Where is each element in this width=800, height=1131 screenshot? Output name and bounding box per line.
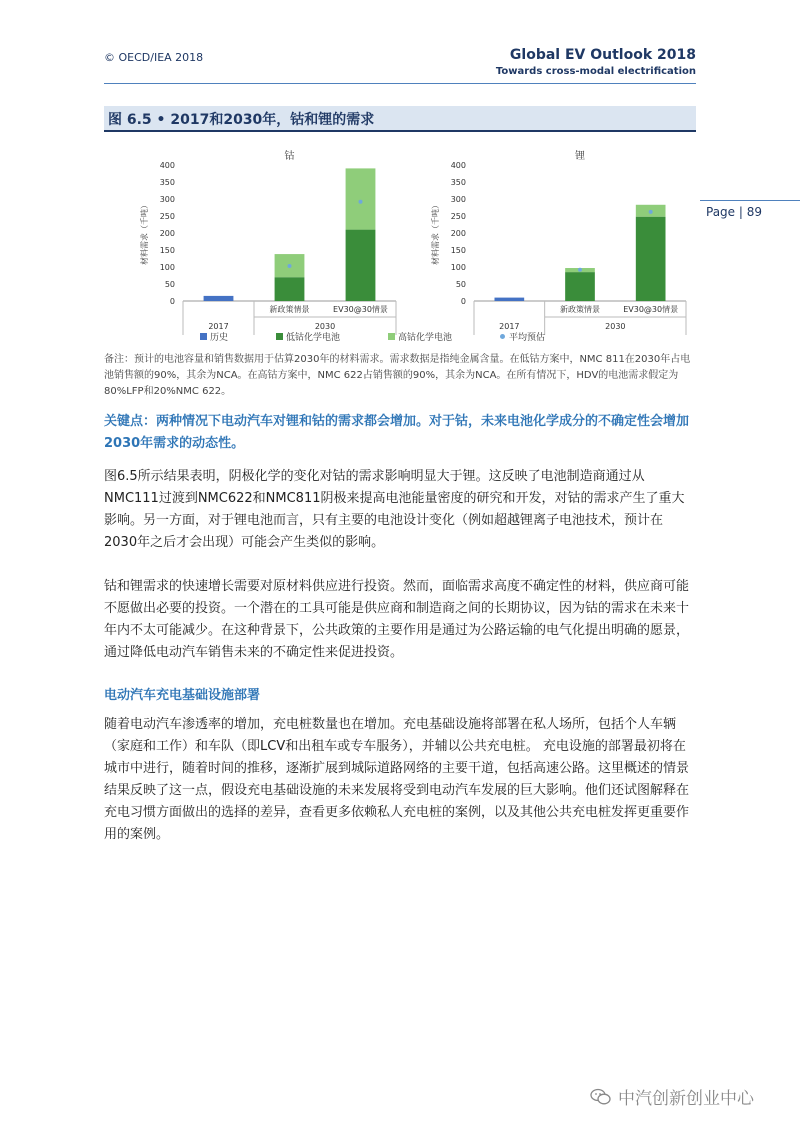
figure-note: 备注：预计的电池容量和销售数据用于估算2030年的材料需求。需求数据是指纯金属含量。在低钴方案中，NMC 811在2030年占电池销售额的90%，其余为NCA。在高钴方案中，NMC 622占销售额的90%，其余为NCA。在所有情况下，HDV的电池需求假定为80%LFP和20%NMC 622。 xyxy=(104,354,691,397)
section-paragraph: 随着电动汽车渗透率的增加，充电桩数量也在增加。充电基础设施将部署在私人场所，包括个人车辆（家庭和工作）和车队（即LCV和出租车或专车服务），并辅以公共充电桩。 充电设施的部署最初将在城市中进行，随着时间的推移，逐渐扩展到城际道路网络的主要干道，包括高速公路。这里概述的情景结果反映了这一点，假设充电基础设施的未来发展将受到电动汽车发展的巨大影响。他们还试图解释在充电习惯方面做出的选择的差异，查看更多依赖私人充电桩的案例，以及其他公共充电桩发挥更重要作用的案例。 xyxy=(104,717,690,842)
chart-1-bar-history xyxy=(204,296,234,301)
figure-charts xyxy=(0,140,800,340)
chart-2-y-tick-label: 250 xyxy=(450,212,466,221)
report-subtitle: Towards cross-modal electrification xyxy=(495,66,696,77)
chart-1-y-tick-label: 50 xyxy=(164,280,175,289)
legend-marker-average xyxy=(500,334,505,339)
legend-label-low-cobalt: 低钴化学电池 xyxy=(286,333,341,343)
chart-1-y-tick-label: 200 xyxy=(159,229,175,238)
legend-item-average xyxy=(500,330,545,343)
section-heading: 电动汽车充电基础设施部署 xyxy=(104,688,261,703)
chart-2-bar-low-cobalt xyxy=(565,272,595,301)
figure-title-bar xyxy=(104,106,696,132)
key-point: 关键点：两种情况下电动汽车对锂和钴的需求都会增加。对于钴，未来电池化学成分的不确定性会增加2030年需求的动态性。 xyxy=(104,414,690,451)
report-title: Global EV Outlook 2018 xyxy=(509,47,696,63)
chart-legend xyxy=(200,330,593,343)
header-rule xyxy=(104,83,696,84)
chart-1-y-tick-label: 100 xyxy=(159,263,175,272)
legend-item-history xyxy=(200,330,228,343)
body-paragraph-1: 图6.5所示结果表明，阴极化学的变化对钴的需求影响明显大于锂。这反映了电池制造商通过从NMC111过渡到NMC622和NMC811阴极来提高电池能量密度的研究和开发，对钴的需求产生了重大影响。另一方面，对于锂电池而言，只有主要的电池设计变化（例如超越锂离子电池技术，预计在2030年之后才会出现）可能会产生类似的影响。 xyxy=(104,469,685,550)
chart-2-y-tick-label: 200 xyxy=(450,229,466,238)
chart-1-category-label: EV30@30情景 xyxy=(333,305,388,314)
figure-title: 图 6.5 • 2017和2030年，钴和锂的需求 xyxy=(108,112,375,128)
chart-2-average-marker xyxy=(649,210,653,214)
chart-1-y-tick-label: 250 xyxy=(159,212,175,221)
chart-1-average-marker xyxy=(359,200,363,204)
legend-label-average: 平均预估 xyxy=(509,333,546,343)
chart-1-group-label: 2030 xyxy=(314,322,336,331)
chart-2-average-marker xyxy=(578,268,582,272)
chart-2-y-tick-label: 350 xyxy=(450,178,466,187)
chart-1-y-tick-label: 0 xyxy=(169,297,175,306)
chart-2-y-tick-label: 50 xyxy=(455,280,466,289)
chart-1-title: 钴 xyxy=(284,151,295,162)
body-paragraph-2: 钴和锂需求的快速增长需要对原材料供应进行投资。然而，面临需求高度不确定性的材料，供应商可能不愿做出必要的投资。一个潜在的工具可能是供应商和制造商之间的长期协议，因为钴的需求在未来十年内不太可能减少。在这种背景下，公共政策的主要作用是通过为公路运输的电气化提出明确的愿景，通过降低电动汽车销售未来的不确定性来促进投资。 xyxy=(104,579,690,660)
legend-swatch-high-cobalt xyxy=(388,333,395,340)
legend-item-high-cobalt xyxy=(388,330,452,343)
chart-2-y-tick-label: 300 xyxy=(450,195,466,204)
chart-1-category-label: 新政策情景 xyxy=(269,305,310,314)
chart-2-group-label: 2017 xyxy=(499,322,520,331)
legend-label-high-cobalt: 高钴化学电池 xyxy=(398,333,453,343)
chart-1-average-marker xyxy=(288,264,292,268)
report-header xyxy=(496,47,696,77)
chart-1-y-tick-label: 150 xyxy=(159,246,175,255)
legend-item-low-cobalt xyxy=(276,330,340,343)
chart-2-bar-low-cobalt xyxy=(636,217,666,301)
watermark-text: 中汽创新创业中心 xyxy=(618,1089,754,1109)
chart-1-y-axis-label: 材料需求（千吨） xyxy=(140,201,149,265)
chart-1-bar-low-cobalt xyxy=(275,277,305,301)
legend-label-history: 历史 xyxy=(210,333,229,343)
watermark xyxy=(590,1084,754,1109)
chart-2-group-label: 2030 xyxy=(605,322,626,331)
page-number: Page | 89 xyxy=(706,205,762,219)
legend-swatch-history xyxy=(200,333,207,340)
chart-1-y-tick-label: 400 xyxy=(159,161,175,170)
copyright-text: © OECD/IEA 2018 xyxy=(104,51,204,64)
chart-1-y-tick-label: 350 xyxy=(159,178,175,187)
chart-1-bar-high-cobalt xyxy=(346,168,376,229)
chart-2-y-tick-label: 0 xyxy=(460,297,466,306)
chart-2-y-tick-label: 100 xyxy=(450,263,466,272)
chart-2-y-tick-label: 400 xyxy=(450,161,466,170)
chart-1-bar-low-cobalt xyxy=(346,230,376,301)
chart-2-category-label: 新政策情景 xyxy=(560,305,600,314)
chart-2-y-axis-label: 材料需求（千吨） xyxy=(431,201,440,265)
wechat-icon xyxy=(590,1088,612,1106)
chart-2-y-tick-label: 150 xyxy=(450,246,466,255)
legend-swatch-low-cobalt xyxy=(276,333,283,340)
chart-2-title: 锂 xyxy=(575,151,585,162)
chart-2-bar-history xyxy=(494,298,524,301)
chart-1-group-label: 2017 xyxy=(208,322,229,331)
chart-1-y-tick-label: 300 xyxy=(159,195,175,204)
chart-2-category-label: EV30@30情景 xyxy=(623,305,679,314)
